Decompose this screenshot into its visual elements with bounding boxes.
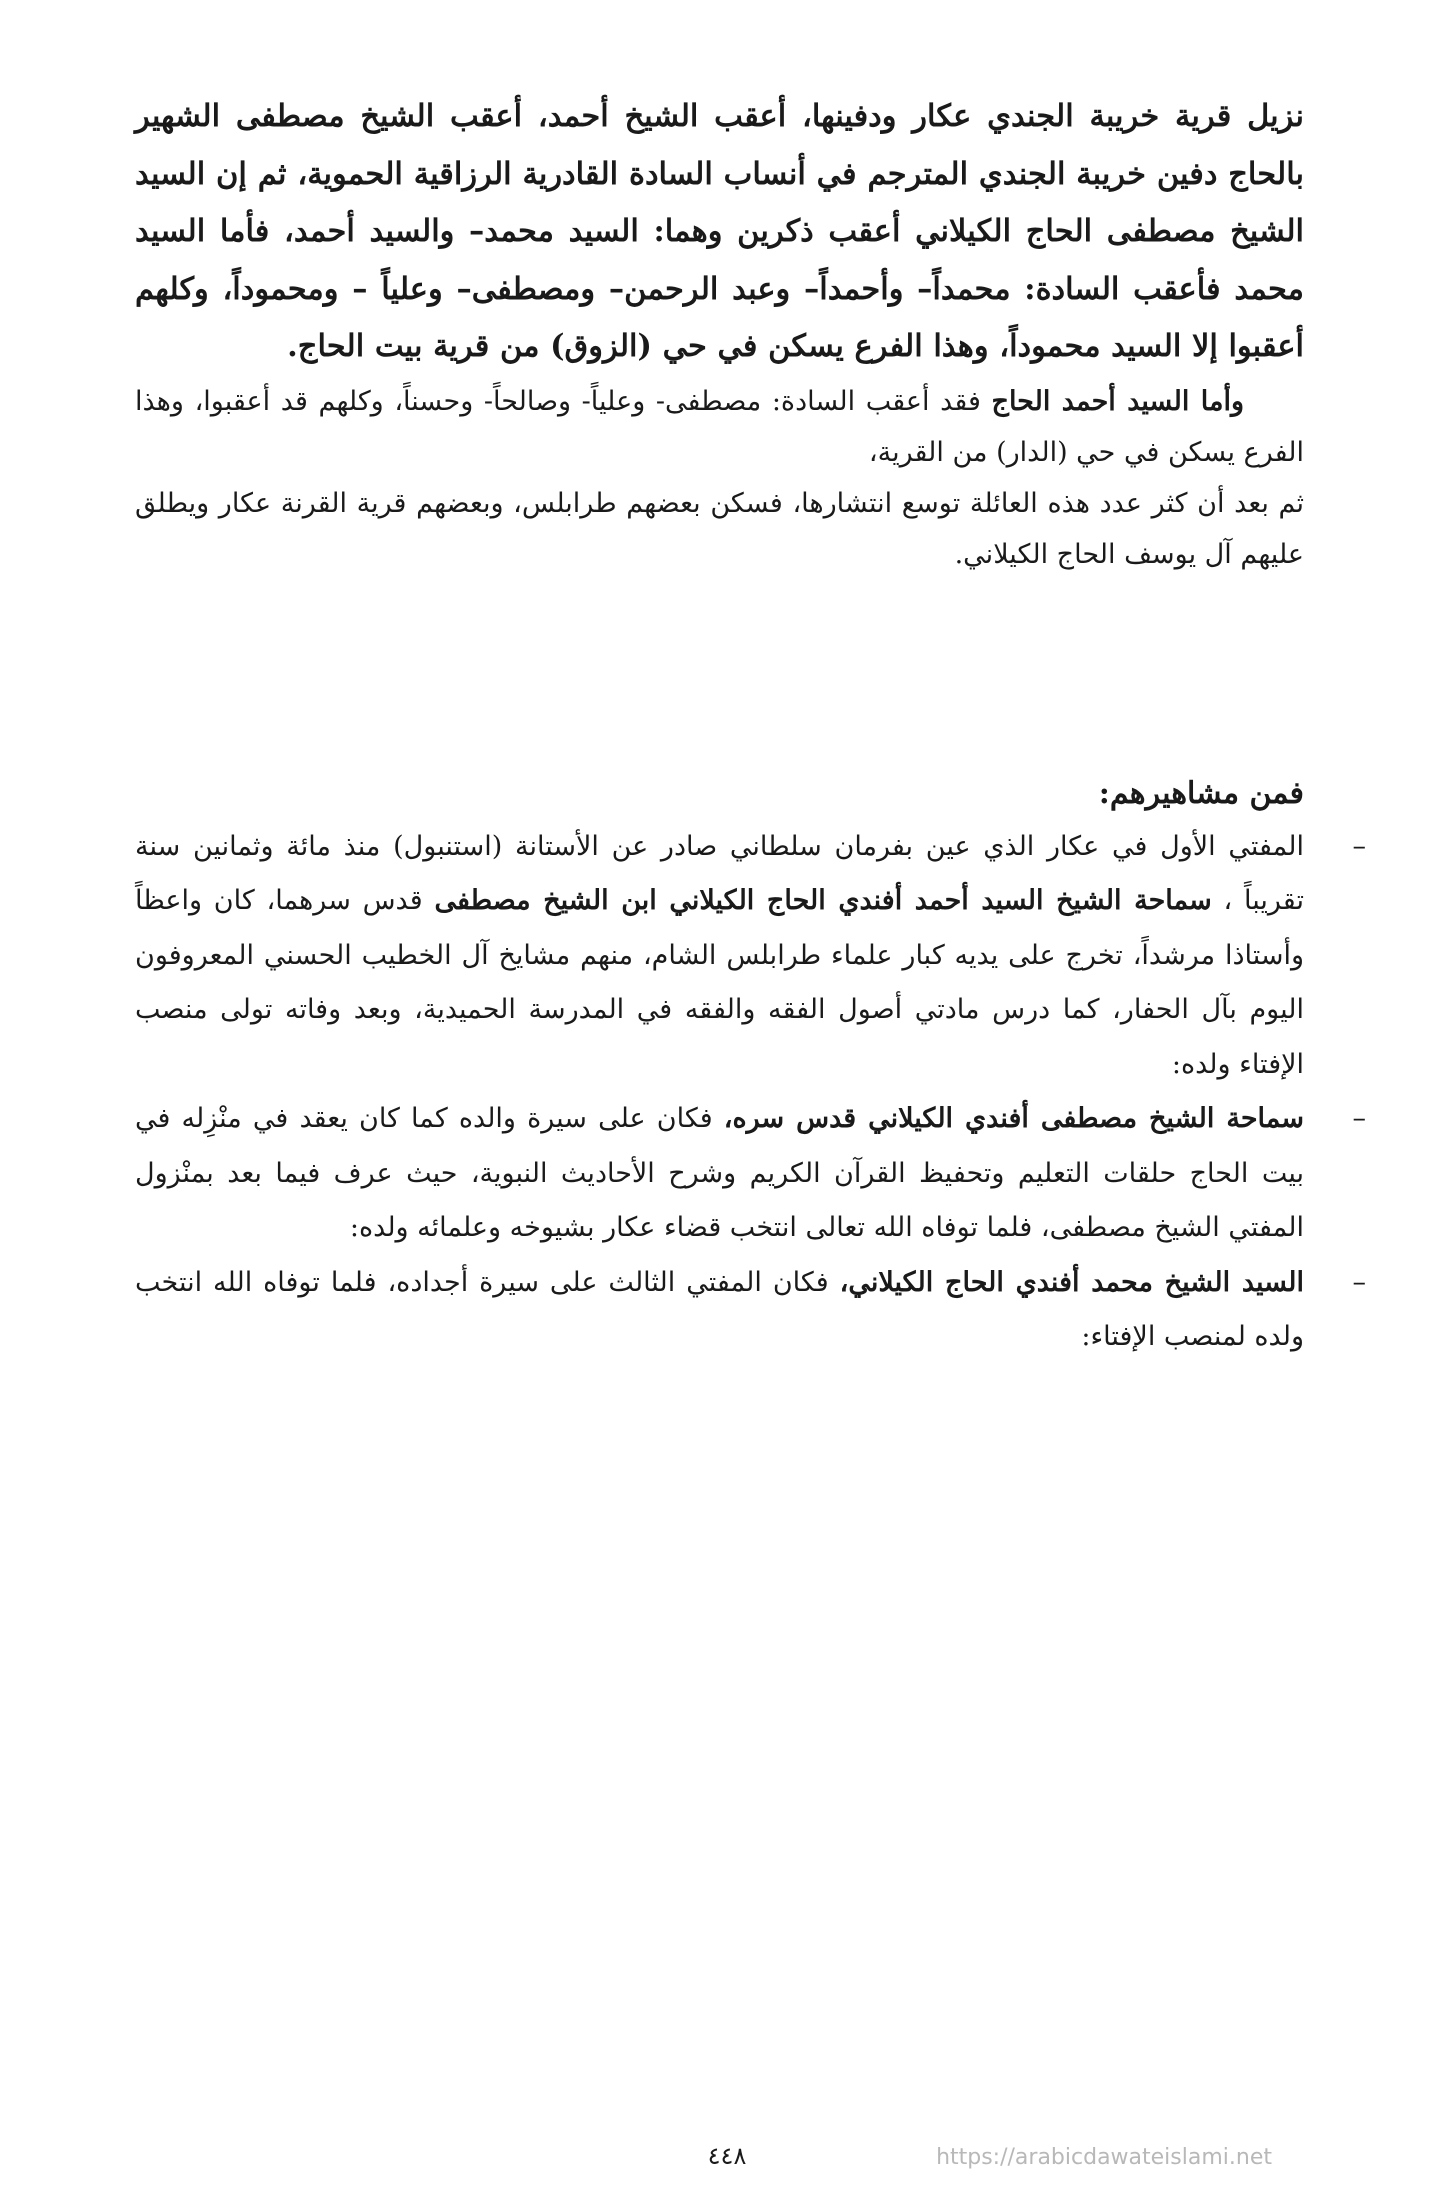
list-item-bold-name: السيد الشيخ محمد أفندي الحاج الكيلاني، (839, 1266, 1304, 1298)
list-item-bold-name: سماحة الشيخ مصطفى أفندي الكيلاني قدس سره، (723, 1103, 1304, 1134)
list-item-text-after: قدس سرهما، كان واعظاً وأستاذا مرشداً، تخرج على يديه كبار علماء طرابلس الشام، منهم مشايخ آل الخطيب الحسني المعروفون اليوم بآل الحفار، كما درس مادتي أصول الفقه والفقه في المدرسة الحميدية، وبعد وفاته تولى منصب الإفتاء ولده: (135, 885, 1304, 1080)
dash-marker: – (1352, 830, 1366, 862)
list-item (135, 820, 1366, 1093)
list-item (135, 1256, 1366, 1365)
watermark-url: https://arabicdawateislami.net (936, 2145, 1272, 2170)
list-item-bold-name: سماحة الشيخ السيد أحمد أفندي الحاج الكيلاني ابن الشيخ مصطفى (434, 885, 1212, 916)
ahmad-paragraph-text: فقد أعقب السادة: مصطفى- وعلياً- وصالحاً- وحسناً، وكلهم قد أعقبوا، وهذا الفرع يسكن في حي (الدار) من القرية، (135, 385, 1304, 468)
list-item-text-after: فكان على سيرة والده كما كان يعقد في منْزِله في بيت الحاج حلقات التعليم وتحفيظ القرآن الكريم وشرح الأحاديث النبوية، حيث عرف فيما بعد بمنْزول المفتي الشيخ مصطفى، فلما توفاه الله تعالى انتخب قضاء عكار بشيوخه وعلمائه ولده: (135, 1103, 1304, 1243)
list-item (135, 1092, 1366, 1256)
lineage-section (135, 376, 1304, 580)
famous-heading: فمن مشاهيرهم: (1098, 775, 1304, 811)
ahmad-paragraph (135, 376, 1304, 478)
expansion-paragraph: ثم بعد أن كثر عدد هذه العائلة توسع انتشارها، فسكن بعضهم طرابلس، وبعضهم قرية القرنة عكار ويطلق عليهم آل يوسف الحاج الكيلاني. (135, 487, 1304, 570)
dash-marker: – (1352, 1266, 1366, 1298)
list-item-text-before: المفتي الأول في عكار الذي عين بفرمان سلطاني صادر عن الأستانة (استنبول) منذ مائة وثمانين سنة تقريباً ، (135, 830, 1304, 916)
ahmad-bold-lead: وأما السيد أحمد الحاج (991, 385, 1244, 417)
dash-marker: – (1352, 1103, 1366, 1134)
page-number: ٤٤٨ (707, 2142, 747, 2170)
document-page (135, 88, 1366, 1365)
famous-list (135, 820, 1366, 1365)
intro-section (135, 88, 1304, 376)
intro-bold-paragraph: نزيل قرية خريبة الجندي عكار ودفينها، أعقب الشيخ أحمد، أعقب الشيخ مصطفى الشهير بالحاج دفين خريبة الجندي المترجم في أنساب السادة القادرية الرزاقية الحموية، ثم إن السيد الشيخ مصطفى الحاج الكيلاني أعقب ذكرين وهما: السيد محمد– والسيد أحمد، فأما السيد محمد فأعقب السادة: محمداً– وأحمداً– وعبد الرحمن– ومصطفى– وعلياً – ومحموداً، وكلهم أعقبوا إلا السيد محموداً، وهذا الفرع يسكن في حي (الزوق) من قرية بيت الحاج. (135, 98, 1304, 364)
section-gap (135, 580, 1304, 768)
list-item-text-after: فكان المفتي الثالث على سيرة أجداده، فلما توفاه الله انتخب ولده لمنصب الإفتاء: (135, 1266, 1304, 1352)
